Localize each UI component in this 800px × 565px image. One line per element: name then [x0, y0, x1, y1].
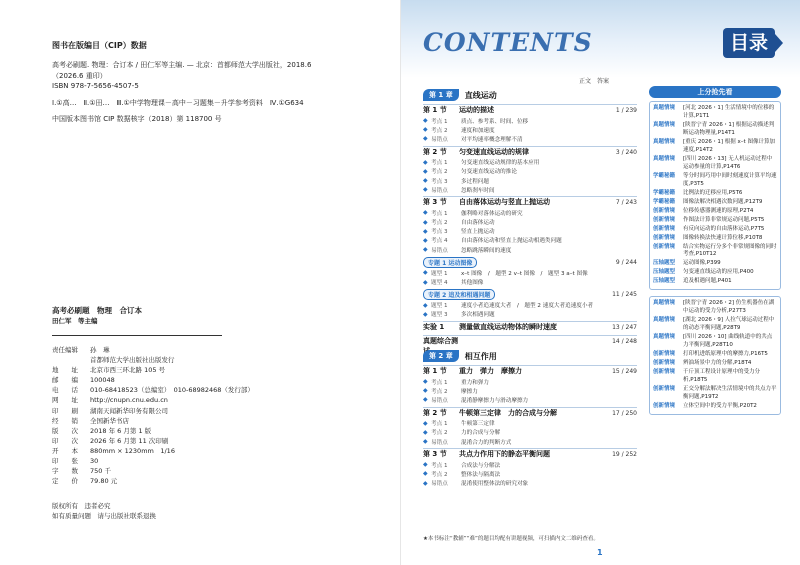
sidebar-item[interactable] [653, 317, 777, 333]
toc-point-row [423, 268, 637, 277]
sidebar-item[interactable] [653, 105, 777, 121]
sidebar-title: 上分抢先看 [649, 86, 781, 98]
bullet-icon: ◆ [423, 461, 428, 469]
toc-point-row [423, 469, 637, 478]
toc-section-row[interactable] [423, 335, 637, 347]
sidebar-tag: 真题情境 [653, 155, 676, 162]
sidebar-text: [河北 2026・1] 生活情境中的位移的计算,P1T1 [683, 105, 775, 119]
sidebar-tag: 真题情境 [653, 334, 676, 341]
sidebar-text: 追及相遇问题,P401 [683, 278, 732, 285]
sidebar-tag: 创新情境 [653, 207, 676, 214]
point-text: 混淆静摩擦力与滑动摩擦力 [461, 397, 529, 404]
info-key: 经 销 [52, 416, 78, 425]
toc-section-row[interactable] [423, 448, 637, 460]
toc-point-row [423, 310, 637, 319]
toc-point-row [423, 377, 637, 386]
sidebar-item[interactable] [653, 351, 777, 359]
point-text: 速度小者追速度大者 / 题型 2 速度大者追速度小者 [461, 303, 594, 310]
bullet-icon: ◆ [423, 246, 428, 254]
toc-point-row [423, 116, 637, 125]
sidebar-box [649, 101, 781, 290]
info-value: 2026 年 6 月第 11 次印刷 [90, 436, 169, 445]
section-number: 第 3 节 [423, 198, 447, 207]
point-label: 易错点 [431, 397, 448, 404]
point-label: 考点 1 [431, 462, 448, 469]
sidebar-tag: 压轴题型 [653, 278, 676, 285]
point-text: 伽利略对落体运动的研究 [461, 210, 523, 217]
section-title: 运动的描述 [459, 106, 494, 114]
toc-section-row[interactable] [423, 365, 637, 377]
sidebar-item[interactable] [653, 226, 777, 234]
sidebar-item[interactable] [653, 360, 777, 368]
bullet-icon: ◆ [423, 209, 428, 217]
classification: Ⅰ.①高… Ⅱ.①田… Ⅲ.①中学物理课－高中－习题集－升学参考资料 Ⅳ.①G634 [52, 98, 304, 107]
section-pages: 14 / 248 [612, 338, 637, 345]
toc-point-row [423, 386, 637, 395]
section-title: 测量做直线运动物体的瞬时速度 [459, 323, 557, 331]
chapter-badge: 第 1 章 [423, 89, 459, 101]
toc-point-row [423, 218, 637, 227]
point-label: 题型 3 [431, 312, 448, 319]
info-row [52, 467, 254, 477]
chapter-header [423, 349, 637, 363]
sidebar-text: 正交分解法解决生活情境中的共点力平衡问题,P19T2 [683, 386, 777, 400]
sidebar-item[interactable] [653, 334, 777, 350]
sidebar-tag: 学霸秘籍 [653, 189, 676, 196]
info-value: http://cnupn.cnu.edu.cn [90, 396, 168, 405]
point-text: x–t 图像 / 题型 2 v–t 图像 / 题型 3 a–t 图像 [461, 270, 588, 277]
point-label: 考点 2 [431, 430, 448, 437]
authors: 田仁军 等主编 [52, 316, 98, 325]
section-number: 第 3 节 [423, 450, 447, 459]
footnote: ★本书标注“教辅”“难”的题目均配有讲题视频，可扫描内文二维码查看。 [423, 536, 599, 542]
toc-point-row [423, 134, 637, 143]
sidebar-tag: 创新情境 [653, 351, 676, 358]
bullet-icon: ◆ [423, 470, 428, 478]
bullet-icon: ◆ [423, 387, 428, 395]
sidebar-item[interactable] [653, 190, 777, 198]
sidebar-item[interactable] [653, 300, 777, 316]
sidebar-text: [四川 2026・13] 无人机运动过程中运动参量的计算,P14T6 [683, 155, 773, 170]
point-text: 忽略刹车时间 [461, 187, 495, 194]
info-key: 邮 编 [52, 376, 78, 385]
info-row [52, 436, 254, 446]
sidebar-tag: 创新情境 [653, 402, 676, 409]
bullet-icon: ◆ [423, 236, 428, 244]
point-label: 易错点 [431, 481, 448, 488]
bullet-icon: ◆ [423, 269, 428, 277]
bullet-icon: ◆ [423, 167, 428, 175]
cip-line: （2026.6 重印） [52, 71, 107, 80]
sidebar-tag: 创新情境 [653, 369, 676, 376]
info-value: 79.80 元 [90, 477, 118, 486]
bullet-icon: ◆ [423, 396, 428, 404]
sidebar-tag: 压轴题型 [653, 269, 676, 276]
sidebar-text: [陕晋宁青 2026・2] 仿生机器鱼在湖中运动的受力分析,P27T3 [683, 300, 775, 315]
sidebar-box [649, 296, 781, 415]
publication-info-table [52, 346, 254, 487]
section-number: 第 2 节 [423, 147, 447, 156]
info-key: 责任编辑 [52, 346, 78, 354]
point-text: 对平均速率概念理解不清 [461, 136, 523, 143]
toc-point-row [423, 460, 637, 469]
point-label: 题型 1 [431, 270, 448, 277]
point-label: 易错点 [431, 136, 448, 143]
sidebar-text: 位移传感器测速的原理,P2T4 [683, 207, 754, 214]
info-row [52, 406, 254, 416]
bullet-icon: ◆ [423, 301, 428, 309]
point-text: 多过程问题 [461, 178, 489, 185]
section-pages: 13 / 247 [612, 324, 637, 331]
info-row [52, 477, 254, 487]
sidebar-text: 图像转换法快速计算位移,P10T8 [683, 234, 763, 241]
section-title: 匀变速直线运动的规律 [459, 147, 529, 156]
cip-line: 高考必刷题. 物理：合订本 / 田仁军等主编. — 北京：首都师范大学出版社，2018.6 [52, 61, 312, 69]
toc-point-row [423, 479, 637, 488]
section-title: 重力 弹力 摩擦力 [459, 367, 522, 375]
bullet-icon: ◆ [423, 135, 428, 143]
bullet-icon: ◆ [423, 227, 428, 235]
sidebar-tag: 创新情境 [653, 386, 676, 393]
sidebar-item[interactable] [653, 208, 777, 216]
sidebar-item[interactable] [653, 244, 777, 260]
point-text: 其他图像 [461, 280, 484, 287]
section-number: 实验 1 [423, 323, 445, 331]
chapter-badge: 第 2 章 [423, 350, 459, 362]
info-value: 孙 琳 [90, 346, 110, 354]
toc-section-row[interactable] [423, 196, 637, 208]
point-text: 自由落体运动 [461, 220, 495, 227]
point-text: 混淆使用整体法的研究对象 [461, 481, 529, 488]
sidebar-tag: 真题情境 [653, 121, 676, 128]
info-row [52, 376, 254, 386]
sidebar-text: [四川 2026・10] 曲线轨道中的共点力平衡问题,P28T10 [683, 334, 773, 349]
info-key: 定 价 [52, 477, 78, 486]
info-value: 北京市西三环北路 105 号 [90, 366, 166, 375]
point-label: 考点 1 [431, 160, 448, 167]
point-text: 力的合成与分解 [461, 430, 501, 437]
info-key: 电 话 [52, 386, 78, 395]
point-text: 多次相遇问题 [461, 312, 495, 319]
sidebar-text: 千斤顶工程设计原理中的受力分析,P18T5 [683, 369, 761, 384]
sidebar-text: 等分时间巧用中间时刻速度计算平均速度,P3T5 [683, 172, 777, 187]
column-header: 正文 答案 [579, 78, 610, 85]
section-pages: 3 / 240 [615, 148, 637, 156]
contents-heading: CONTENTS [423, 28, 593, 57]
info-value: 30 [90, 457, 99, 466]
section-title: 共点力作用下的静态平衡问题 [459, 450, 550, 459]
toc-point-row [423, 395, 637, 404]
bullet-icon: ◆ [423, 419, 428, 427]
toc-point-row [423, 208, 637, 217]
point-text: 合成法与分解法 [461, 462, 501, 469]
toc-point-row [423, 227, 637, 236]
sidebar-item[interactable] [653, 403, 777, 411]
section-number: 第 1 节 [423, 106, 447, 114]
toc-point-row [423, 419, 637, 428]
sidebar-item[interactable] [653, 199, 777, 207]
point-text: 忽略跳落瞬间的速度 [461, 247, 512, 254]
bullet-icon: ◆ [423, 479, 428, 487]
sidebar-text: 比例法的迁移应用,P5T6 [683, 189, 743, 196]
info-row [52, 346, 254, 356]
point-label: 考点 1 [431, 210, 448, 217]
bullet-icon: ◆ [423, 438, 428, 446]
sidebar-text: 运动图像,P399 [683, 260, 721, 267]
point-label: 考点 2 [431, 220, 448, 227]
info-value: 湖南天闻新华印务有限公司 [90, 406, 168, 415]
sidebar-item[interactable] [653, 260, 777, 268]
point-label: 易错点 [431, 187, 448, 194]
sidebar-tag: 真题情境 [653, 300, 676, 307]
point-label: 考点 3 [431, 178, 448, 185]
point-label: 题型 4 [431, 280, 448, 287]
sidebar-tag: 创新情境 [653, 216, 676, 223]
point-text: 整体法与隔离法 [461, 471, 501, 478]
sidebar-tag: 创新情境 [653, 243, 676, 250]
toc-section-row[interactable] [423, 104, 637, 116]
point-text: 牛顿第三定律 [461, 421, 495, 428]
sidebar-tag: 学霸秘籍 [653, 198, 676, 205]
point-label: 题型 1 [431, 303, 448, 310]
point-label: 考点 2 [431, 388, 448, 395]
topic-badge: 专题 1 运动图像 [423, 257, 477, 268]
sidebar-text: [湖北 2026・9] 人拉气球运动过程中的动态平衡问题,P28T9 [683, 317, 775, 332]
sidebar-tag: 创新情境 [653, 234, 676, 241]
point-text: 匀变速直线运动的推论 [461, 169, 517, 176]
sidebar-text: 有反向运动的自由落体运动,P7T5 [683, 225, 765, 232]
toc-point-row [423, 236, 637, 245]
section-number: 真题综合测 [423, 337, 458, 345]
toc-point-row [423, 437, 637, 446]
info-row [52, 356, 254, 366]
sidebar-text: 打印机进纸原理中的摩擦力,P16T5 [683, 351, 768, 358]
toc-section-row[interactable] [423, 146, 637, 158]
info-row [52, 396, 254, 406]
sidebar-text: 匀变速直线运动的应用,P400 [683, 269, 754, 276]
page-number: 1 [597, 548, 603, 557]
table-of-contents [423, 86, 637, 488]
cip-number: 中国版本图书馆 CIP 数据核字（2018）第 118700 号 [52, 115, 222, 123]
toc-point-row [423, 277, 637, 286]
info-row [52, 457, 254, 467]
sidebar-item[interactable] [653, 139, 777, 155]
info-row [52, 416, 254, 426]
point-label: 考点 2 [431, 169, 448, 176]
highlights-sidebar [649, 86, 781, 415]
sidebar-item[interactable] [653, 173, 777, 189]
point-text: 速度和加速度 [461, 127, 495, 134]
chapter-name: 相互作用 [464, 351, 497, 361]
info-key: 印 刷 [52, 406, 78, 415]
point-text: 摩擦力 [461, 388, 478, 395]
toc-point-row [423, 176, 637, 185]
mulu-badge: 目录 [723, 28, 775, 58]
sidebar-tag: 压轴题型 [653, 260, 676, 267]
info-key: 字 数 [52, 467, 78, 476]
bullet-icon: ◆ [423, 378, 428, 386]
toc-topic-row[interactable] [423, 289, 637, 301]
point-text: 重力和弹力 [461, 379, 489, 386]
section-pages: 17 / 250 [612, 409, 637, 417]
point-label: 考点 1 [431, 421, 448, 428]
point-label: 考点 1 [431, 379, 448, 386]
arrow-icon [775, 34, 783, 52]
sidebar-text: 结合实物运行分多个非常规图像的同时考查,P10T12 [683, 243, 777, 258]
toc-point-row [423, 125, 637, 134]
section-pages: 7 / 243 [615, 199, 637, 207]
chapter-header [423, 88, 637, 102]
section-number: 第 1 节 [423, 367, 447, 375]
section-title: 自由落体运动与竖直上抛运动 [459, 198, 550, 207]
info-value: 全国新华书店 [90, 416, 129, 425]
section-pages: 19 / 252 [612, 451, 637, 459]
point-label: 易错点 [431, 247, 448, 254]
toc-section-row[interactable] [423, 321, 637, 333]
toc-point-row [423, 185, 637, 194]
book-title: 高考必刷题 物理 合订本 [52, 305, 142, 315]
point-label: 考点 2 [431, 127, 448, 134]
toc-point-row [423, 301, 637, 310]
info-key: 开 本 [52, 446, 78, 455]
point-label: 考点 4 [431, 238, 448, 245]
notice-line: 如有质量问题 请与出版社联系退换 [52, 512, 156, 521]
right-page [400, 0, 800, 565]
isbn: ISBN 978-7-5656-4507-5 [52, 82, 139, 90]
sidebar-item[interactable] [653, 369, 777, 385]
info-key: 地 址 [52, 366, 78, 375]
bullet-icon: ◆ [423, 428, 428, 436]
toc-section-row[interactable] [423, 407, 637, 419]
sidebar-text: 立体空间中的受力平衡,P20T2 [683, 402, 757, 409]
point-text: 混淆合力的判断方式 [461, 439, 512, 446]
section-number: 第 2 节 [423, 408, 447, 417]
info-key: 印 张 [52, 457, 78, 466]
info-value: 2018 年 6 月第 1 版 [90, 426, 152, 435]
sidebar-text: 作图法计算非常规运动问题,P5T5 [683, 216, 765, 223]
section-pages: 15 / 249 [612, 368, 637, 375]
sidebar-item[interactable] [653, 217, 777, 225]
sidebar-tag: 真题情境 [653, 105, 676, 111]
bullet-icon: ◆ [423, 218, 428, 226]
info-value: 880mm × 1230mm 1/16 [90, 446, 175, 455]
sidebar-tag: 创新情境 [653, 225, 676, 232]
point-label: 考点 2 [431, 471, 448, 478]
info-row [52, 446, 254, 456]
copyright-notice [52, 501, 400, 522]
point-label: 考点 3 [431, 229, 448, 236]
bullet-icon: ◆ [423, 126, 428, 134]
notice-line: 版权所有 违者必究 [52, 501, 111, 510]
info-key: 版 次 [52, 426, 78, 435]
point-label: 考点 1 [431, 118, 448, 125]
divider [52, 335, 222, 336]
bullet-icon: ◆ [423, 158, 428, 166]
section-title: 牛顿第三定律 力的合成与分解 [459, 408, 557, 417]
topic-pages: 9 / 244 [615, 258, 637, 266]
toc-point-row [423, 167, 637, 176]
sidebar-item[interactable] [653, 122, 777, 138]
sidebar-item[interactable] [653, 156, 777, 172]
info-row [52, 386, 254, 396]
info-key [52, 356, 90, 366]
info-value: 首都师范大学出版社出版发行 [90, 356, 175, 365]
point-label: 易错点 [431, 439, 448, 446]
bullet-icon: ◆ [423, 186, 428, 194]
info-row [52, 366, 254, 376]
sidebar-item[interactable] [653, 235, 777, 243]
point-text: 竖直上抛运动 [461, 229, 495, 236]
info-value: 750 千 [90, 467, 111, 476]
bullet-icon: ◆ [423, 117, 428, 125]
sidebar-text: [陕晋宁青 2026・1] 根据运动描述判断运动物理量,P14T1 [683, 121, 775, 136]
bullet-icon: ◆ [423, 177, 428, 185]
sidebar-tag: 学霸秘籍 [653, 172, 676, 179]
info-value: 010-68418523（总编室） 010-68982468（发行部） [90, 386, 254, 395]
chapter-name: 直线运动 [464, 90, 497, 100]
info-key: 印 次 [52, 436, 78, 445]
sidebar-item[interactable] [653, 386, 777, 402]
toc-point-row [423, 245, 637, 254]
point-text: 自由落体运动和竖直上抛运动相遇类问题 [461, 238, 562, 245]
sidebar-tag: 创新情境 [653, 360, 676, 367]
sidebar-text: 图像法解决相遇次数问题,P12T9 [683, 198, 763, 205]
bullet-icon: ◆ [423, 278, 428, 286]
info-row [52, 426, 254, 436]
toc-topic-row[interactable] [423, 256, 637, 268]
toc-point-row [423, 158, 637, 167]
sidebar-text: 辨油场景中力的分解,P18T4 [683, 360, 752, 367]
sidebar-tag: 真题情境 [653, 138, 676, 145]
sidebar-item[interactable] [653, 278, 777, 286]
section-pages: 1 / 239 [615, 107, 637, 114]
bullet-icon: ◆ [423, 310, 428, 318]
sidebar-text: [重庆 2026・1] 根据 x–t 图像计算加速度,P14T2 [683, 138, 775, 153]
sidebar-tag: 真题情境 [653, 317, 676, 324]
cip-title: 图书在版编目（CIP）数据 [52, 41, 147, 50]
info-key: 网 址 [52, 396, 78, 405]
info-value: 100048 [90, 376, 115, 385]
point-text: 匀变速直线运动规律的基本应用 [461, 160, 540, 167]
point-text: 质点、参考系、时间、位移 [461, 118, 529, 125]
sidebar-item[interactable] [653, 269, 777, 277]
topic-pages: 11 / 245 [612, 291, 637, 299]
toc-point-row [423, 428, 637, 437]
topic-badge: 专题 2 追及和相遇问题 [423, 289, 495, 300]
